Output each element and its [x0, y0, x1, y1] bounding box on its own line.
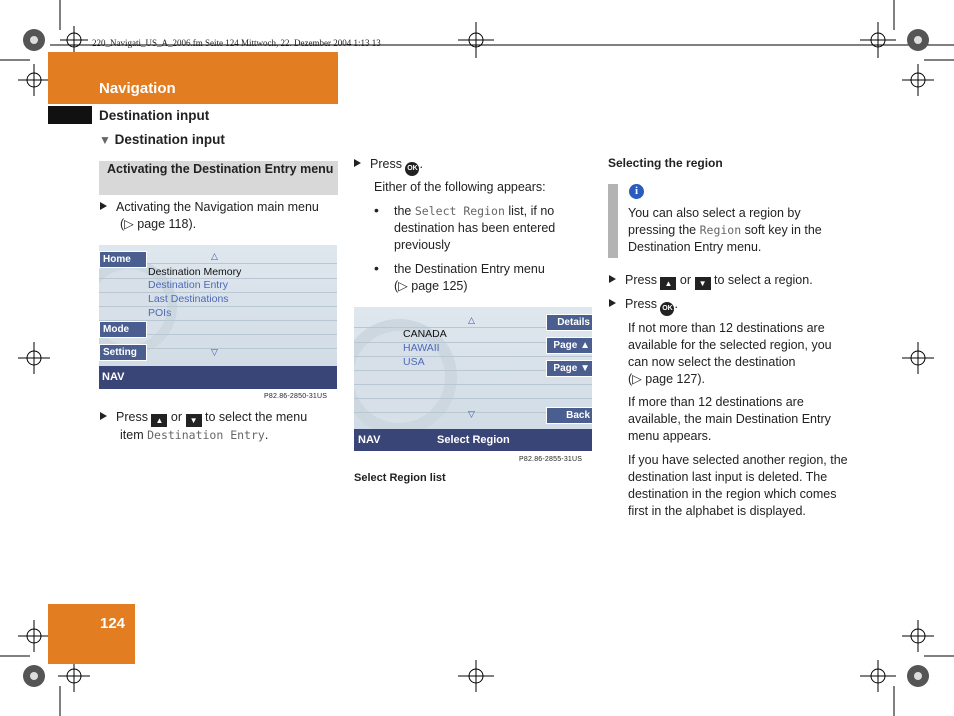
bullet-icon: • — [374, 202, 379, 218]
info-icon: i — [629, 184, 644, 199]
paragraph-region-change: If you have selected another region, the destination last input is deleted. The destination in the region which comes first in the alphabet is displayed. — [628, 453, 848, 518]
down-arrow-key-icon: ▼ — [186, 414, 202, 427]
file-info: 220_Navigati_US_A_2006.fm Seite 124 Mittwoch, 22. Dezember 2004 1:13 13 — [92, 38, 381, 48]
step-activate: Activating the Navigation main menu (▷ page 118). — [100, 199, 340, 233]
page-number: 124 — [100, 615, 126, 632]
option-destination-entry: the Destination Entry menu (▷ page 125) — [394, 262, 545, 293]
ok-button-icon: OK — [660, 302, 674, 316]
bullet-icon: • — [374, 260, 379, 276]
step-arrow-icon — [354, 159, 361, 167]
nav-screen-main-menu — [99, 245, 337, 389]
paragraph-fewer-destinations: If not more than 12 destinations are available for the selected region, you can now select the destination (▷ page 127). — [628, 321, 832, 386]
page-number-tab — [48, 604, 135, 664]
triangle-down-icon: ▼ — [99, 133, 111, 147]
step-press-ok-region: Press OK . — [609, 296, 849, 316]
gray-box-heading: Activating the Destination Entry menu — [99, 161, 338, 195]
screen-title: Select Region — [437, 434, 510, 446]
step-select-region: Press ▲ or ▼ to select a region. — [609, 272, 849, 290]
mode-softkey[interactable]: Mode — [99, 321, 147, 338]
step-arrow-icon — [100, 412, 107, 420]
info-bar — [608, 184, 618, 258]
down-arrow-key-icon: ▼ — [695, 277, 711, 290]
scroll-down-icon: ▽ — [468, 409, 475, 419]
details-softkey[interactable]: Details — [546, 314, 592, 331]
menu-item-destination-entry[interactable]: Destination Entry — [148, 279, 228, 291]
scroll-up-icon: △ — [211, 251, 218, 261]
scroll-up-icon: △ — [468, 315, 475, 325]
figure-code: P82.86-2855-31US — [519, 456, 583, 463]
section-tab — [48, 52, 338, 104]
menu-item-last-destinations[interactable]: Last Destinations — [148, 293, 229, 305]
menu-item-pois[interactable]: POIs — [148, 307, 172, 319]
nav-screen-select-region — [354, 307, 592, 451]
nav-status-bar: NAV — [99, 366, 337, 389]
step-arrow-icon — [609, 275, 616, 283]
region-item-canada[interactable]: CANADA — [403, 328, 447, 340]
menu-item-destination-memory[interactable]: Destination Memory — [148, 266, 242, 278]
region-item-hawaii[interactable]: HAWAII — [403, 342, 440, 354]
back-softkey[interactable]: Back — [546, 407, 592, 424]
info-note: You can also select a region by pressing the Region soft key in the Destination Entry menu. — [628, 206, 822, 254]
either-text: Either of the following appears: — [374, 180, 546, 194]
setting-softkey[interactable]: Setting — [99, 344, 147, 361]
step-arrow-icon — [609, 299, 616, 307]
up-arrow-key-icon: ▲ — [660, 277, 676, 290]
page-down-softkey[interactable]: Page ▼ — [546, 360, 592, 377]
up-arrow-key-icon: ▲ — [151, 414, 167, 427]
subsection-title: Destination input — [99, 108, 210, 123]
figure-code: P82.86-2850-31US — [264, 393, 328, 400]
option-select-region: the Select Region list, if no destination has been entered previously — [394, 204, 556, 252]
subheading: ▼ Destination input — [99, 132, 225, 147]
figure-caption: Select Region list — [354, 472, 446, 484]
step-select-entry: Press ▲ or ▼ to select the menu item Destination Entry. — [100, 409, 340, 444]
home-softkey[interactable]: Home — [99, 251, 147, 268]
region-heading: Selecting the region — [608, 156, 723, 170]
ok-button-icon: OK — [405, 162, 419, 176]
section-marker — [48, 106, 92, 124]
page-up-softkey[interactable]: Page ▲ — [546, 337, 592, 354]
scroll-down-icon: ▽ — [211, 347, 218, 357]
step-arrow-icon — [100, 202, 107, 210]
step-press-ok: Press OK . — [354, 156, 594, 176]
region-item-usa[interactable]: USA — [403, 356, 425, 368]
paragraph-more-destinations: If more than 12 destinations are available, the main Destination Entry menu appears. — [628, 395, 831, 443]
section-title: Navigation — [99, 80, 176, 97]
nav-status-bar: NAV Select Region — [354, 429, 592, 451]
